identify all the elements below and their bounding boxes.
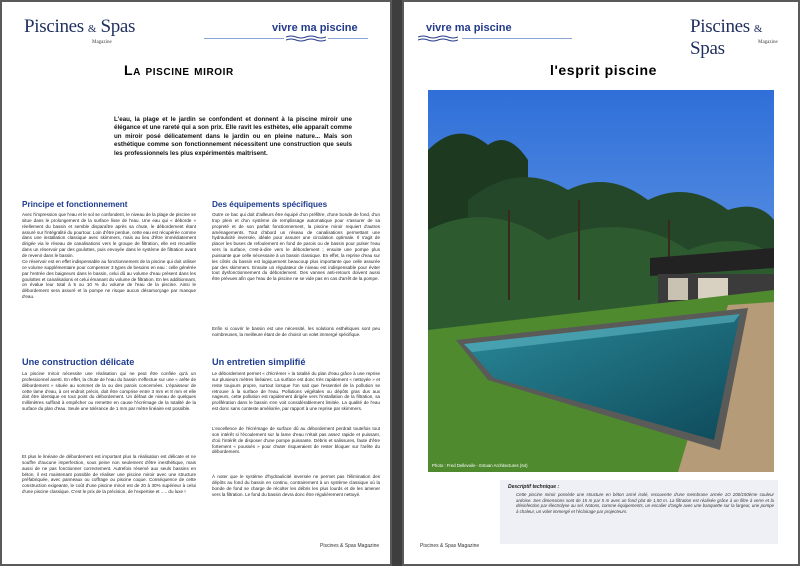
- para-equipements-2: Enfin si couvrir le bassin est une nécessité, les solutions esthétiques sont peu nombreuses, la meilleure étant de de choisir un volet immergé spécifique.: [212, 326, 380, 337]
- brand-logo-left: Piscines & Spas Magazine: [24, 16, 136, 45]
- para-equipements-1: Outre ce bac qui doit d'ailleurs être équipé d'un préfiltre, d'une bonde de fond, d'un trop plein et d'un système de remplissage automatique pour s'assurer de sa propreté et de son parfait fonctionnement, la piscine miroir requiert d'autres aménagements. Tout d'abord un réseau de canalisations permettant une hydraulicité inversée, idéale pour assurer une circulation optimale. Il s'agit de placer les buses de refoulement en fond de parois ou de bassin pour pulser l'eau vers la surface, c'est-à-dire vers le débordement ; ensuite une pompe plus puissante que celle nécessaire à un bassin classique. En effet, la reprise d'eau sur les côtés du bassin est logiquement beaucoup plus importante que celle assurée par des skimmers. Ensuite un régulateur de niveau est indispensable pour éviter tout dysfonctionnement du débordement. Des vannes anti-retours doivent aussi être prévues afin que l'eau de la piscine ne se vide pas en cas d'arrêt de la pompe.: [212, 212, 380, 282]
- para-principe-2: Ce réservoir est en effet indispensable au fonctionnement de la piscine qui doit utiliser ce volume supplémentaire pour compenser 3 types de besoins en eau : celle générée par l'entrée des baigneurs dans le bassin, celui dû au volume d'eau présent dans les goulottes et canalisations et celui émanant du volume de filtration. En les additionnant, on évalue leur total à 5 ou 10 % du volume de l'eau de la piscine. Ainsi le débordement sera assuré et la pompe ne risque aucun désamorçage par manque d'eau.: [22, 259, 196, 300]
- article-title: La piscine miroir: [124, 62, 234, 78]
- page-title-right: l'esprit piscine: [550, 62, 658, 78]
- article-intro: L'eau, la plage et le jardin se confondent et donnent à la piscine miroir une élégance et une rareté qui a son prix. Elle ravit les esthètes, elle apparaît comme un miroir posé délicatement dans le jardin ou en pleine nature... Mais son esthétique comme son fonctionnement nécessitent une construction que seuls les professionnels les plus expérimentés maîtrisent.: [114, 116, 352, 157]
- waves-icon: [286, 35, 326, 43]
- pool-photo: [428, 90, 774, 472]
- tech-description-text: Cette piscine miroir possède une structure en béton armé isolé, recouverte d'une membrane armée 1O 200/150ème couleur ardoise. Ses dimensions sont de 15 m par 5 m avec un fond plat de 1,50 m. La filtration est réalisée grâce à un filtre à verre et la désinfection par électrolyse au sel. Notons, comme équipements, un escalier d'angle avec une banquette sur la largeur, une pompe à chaleur, un volet immergé et l'éclairage par projecteurs.: [516, 492, 774, 514]
- heading-principe: Principe et fonctionnement: [22, 200, 128, 209]
- footer-right: Piscines & Spas Magazine: [420, 543, 480, 549]
- section-rule-left-2: [328, 38, 368, 39]
- section-tag-left: vivre ma piscine: [272, 22, 358, 34]
- tech-description-box: [500, 480, 778, 544]
- para-entretien-1: Le débordement permet « d'écrémer » la totalité du plan d'eau grâce à une reprise sur plusieurs mètres linéaires. La surface est donc très rapidement « nettoyée » et reste toujours propre, surtout lorsque l'on sait que l'essentiel de la pollution se retrouve à la surface de l'eau. Pollutions végétales ou dépôts gras dus aux nageurs, cette pollution est rapidement dirigée vers l'installation de la filtration, sa prolifération dans le bassin s'en voit considérablement limitée. La qualité de l'eau est donc sans conteste améliorée, par rapport à une reprise par skimmers.: [212, 371, 380, 412]
- footer-left: Piscines & Spas Magazine: [320, 543, 380, 549]
- para-principe-1: Avec l'impression que l'eau et le sol se confondent, le niveau de la plage de piscine se situe dans le prolongement de la surface lisse de l'eau. Une eau qui « déborde » réellement du bassin et semble disparaître après sa chute, le débordement étant assuré sur l'intégralité du pourtour. Loin d'être perdue, cette eau est récupérée comme dans une installation classique avec skimmers, mais au lieu d'être immédiatement dirigée via le réseau de canalisations vers le groupe de filtration, elle est recueillie dans un réservoir par des goulottes, puis envoyée dans le système de filtration avant de revenir dans le bassin.: [22, 212, 196, 258]
- heading-construction: Une construction délicate: [22, 357, 135, 367]
- pool-illustration: [428, 90, 774, 472]
- section-rule-left: [204, 38, 284, 39]
- para-construction-1: La piscine miroir nécessite une réalisation qui ne peut être confiée qu'à un professionnel averti. En effet, la chute de l'eau du bassin s'effectue sur une « arête de débordement » située au sommet de la ou des parois concernées. L'épaisseur de cette lame d'eau, à cet endroit précis, doit être comprise entre 3 mm et 8 mm et elle doit être identique en tout point du débordement. Un défaut de niveau de quelques millimètres suffirait à empêcher ou remettre en cause l'écrémage de la totalité de la surface du plan d'eau. Seule une tolérance de 1 mm par mètre linéaire est possible.: [22, 371, 196, 412]
- para-entretien-3: À noter que le système d'hydraulicité inversée ne permet pas l'élimination des dépôts au fond du bassin en continu, contrairement à un système classique où la bonde de fond se charge de récolter les débris les plus lourds et de les amener vers la filtration. Le fond du bassin devra donc être régulièrement nettoyé.: [212, 474, 380, 497]
- photo-credit: Photo : Fred Dellevoile - Estuan Architectures (64): [432, 463, 528, 468]
- brand-logo-right: Piscines & Spas Magazine: [690, 16, 778, 59]
- para-entretien-2: L'excellence de l'écrémage de surface dû au débordement perdrait toutefois tout son intérêt si l'écoulement sur la lame d'eau n'était pas assez rapide et puissant, d'où l'intérêt de disposer d'une pompe puissante. Débris et salissures, faute d'être fortement « poussés » pour chuter risqueraient de rester bloquer sur l'arête du débordement.: [212, 426, 380, 455]
- tech-description-title: Descriptif technique :: [508, 484, 560, 490]
- section-tag-right: vivre ma piscine: [426, 22, 512, 34]
- book-gutter: [392, 0, 402, 566]
- heading-entretien: Un entretien simplifié: [212, 357, 306, 367]
- section-rule-right: [462, 38, 572, 39]
- waves-icon-right: [418, 35, 458, 43]
- right-page: [404, 2, 798, 564]
- left-page: [2, 2, 390, 564]
- para-construction-2: Et plus le linéaire de débordement est important plus la réalisation est délicate et ne souffre d'aucune imperfection, sous peine non seulement d'être inesthétique, mais aussi de ne pas fonctionner correctement. Autrefois réservé aux seuls bassins en béton, il est maintenant possible de réaliser une piscine miroir avec une structure préfabriquée, avec panneaux ou coffrage ou piscine coque. Conséquence de cette construction exigeante, le coût d'une piscine miroir est de 20 à 30% supérieur à celui d'une piscine classique. C'est le prix de la précision, de l'expertise et ..... du luxe !: [22, 454, 196, 495]
- heading-equipements: Des équipements spécifiques: [212, 200, 328, 209]
